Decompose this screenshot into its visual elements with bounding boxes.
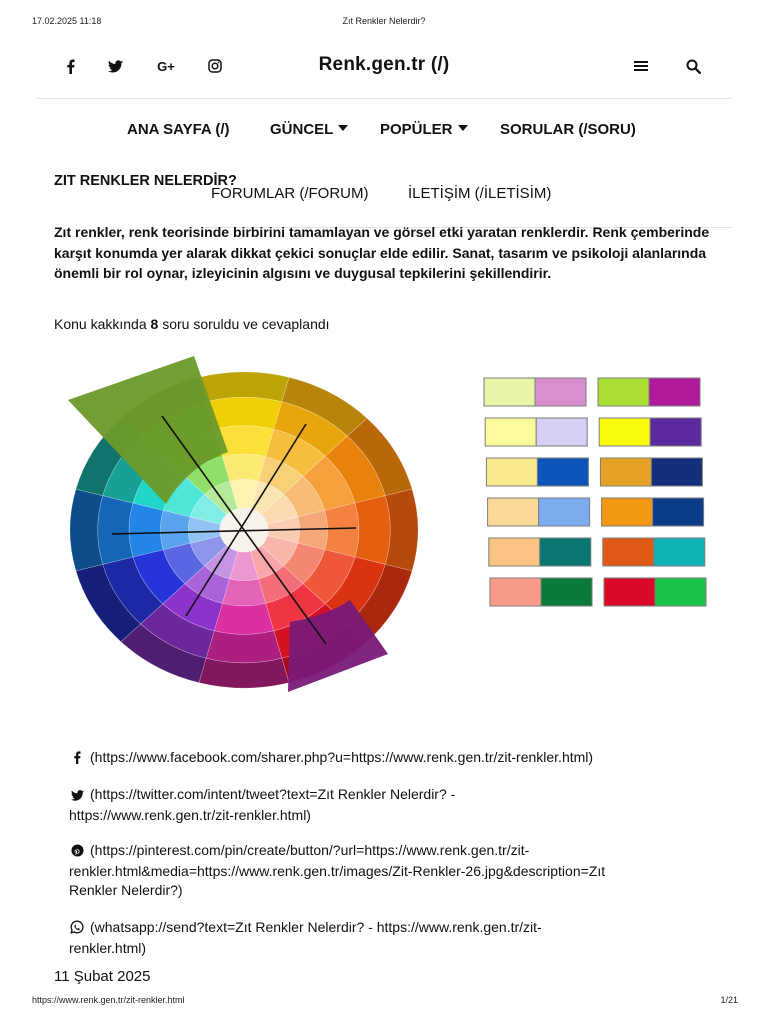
swatch-cell (599, 418, 650, 446)
hamburger-menu-icon[interactable] (629, 52, 653, 80)
swatch-cell (655, 578, 706, 606)
swatch-pair (604, 578, 706, 606)
nav-forums[interactable]: FORUMLAR (/FORUM) (211, 185, 369, 202)
swatch-cell (651, 458, 702, 486)
nav-home[interactable]: ANA SAYFA (/) (127, 121, 230, 138)
wheel-segment (160, 510, 190, 549)
share-pinterest-link-2[interactable]: renkler.html&media=https://www.renk.gen.tr/images/Zit-Renkler-26.jpg&description=Zıt (69, 863, 606, 879)
swatch-cell (490, 578, 541, 606)
nav-current-label: GÜNCEL (270, 121, 334, 138)
nav-current[interactable] (270, 121, 348, 138)
whatsapp-icon (68, 920, 86, 939)
header-divider (36, 98, 732, 99)
share-whatsapp-link-2[interactable]: renkler.html) (69, 940, 147, 956)
swatch-pair (484, 378, 586, 406)
print-doc-title: Zıt Renkler Nelerdir? (342, 16, 426, 26)
share-whatsapp-link-1[interactable]: (whatsapp://send?text=Zıt Renkler Nelerdir? - https://www.renk.gen.tr/zit- (90, 919, 542, 935)
swatch-cell (485, 418, 536, 446)
swatch-pair (598, 378, 700, 406)
pinterest-icon (68, 843, 86, 862)
swatch-cell (536, 418, 587, 446)
top-bar (0, 52, 768, 82)
swatch-cell (489, 538, 540, 566)
swatch-pair (488, 498, 590, 526)
color-wheel-image (58, 354, 428, 714)
swatch-cell (654, 538, 705, 566)
share-whatsapp[interactable] (54, 918, 714, 958)
share-pinterest-link-3[interactable]: Renkler Nelerdir?) (69, 882, 183, 898)
article-intro: Zıt renkler, renk teorisinde birbirini tamamlayan ve görsel etki yaratan renklerdir. Renk çemberinde karşıt konumda yer alarak dikkat çekici sonuçlar elde edilir. Sanat, tasarım ve psikoloji alanlarında önemli bir rol oynar, izleyicinin algısını ve duygusal tepkilerini şekillendirir. (54, 224, 710, 282)
swatch-pair (490, 578, 592, 606)
share-twitter[interactable] (54, 785, 714, 825)
chevron-down-icon (458, 125, 468, 131)
wheel-segment (222, 454, 265, 481)
share-twitter-link-1[interactable]: (https://twitter.com/intent/tweet?text=Zıt Renkler Nelerdir? - (90, 786, 456, 802)
wheel-segment (325, 503, 359, 557)
share-pinterest-link-1[interactable]: (https://pinterest.com/pin/create/button/?url=https://www.renk.gen.tr/zit- (90, 842, 530, 858)
swatch-pair (603, 538, 705, 566)
share-facebook[interactable] (54, 748, 714, 769)
site-brand-link[interactable]: Renk.gen.tr (/) (318, 54, 450, 75)
swatch-cell (539, 498, 590, 526)
print-page-number: 1/21 (720, 995, 738, 1005)
secondary-nav (0, 185, 768, 207)
facebook-icon (68, 750, 86, 769)
swatch-cell (598, 378, 649, 406)
swatch-cell (486, 458, 537, 486)
question-count-prefix: Konu kakkında (54, 316, 147, 332)
share-twitter-link-2[interactable]: https://www.renk.gen.tr/zit-renkler.html) (69, 807, 311, 823)
swatch-cell (600, 458, 651, 486)
question-count-line (54, 316, 330, 332)
nav-questions[interactable]: SORULAR (/SORU) (500, 121, 636, 138)
swatch-cell (488, 498, 539, 526)
nav-contact[interactable]: İLETİŞİM (/İLETİSİM) (408, 185, 552, 202)
print-footer-url: https://www.renk.gen.tr/zit-renkler.html (32, 995, 185, 1005)
share-facebook-link[interactable]: (https://www.facebook.com/sharer.php?u=https://www.renk.gen.tr/zit-renkler.html) (90, 749, 594, 765)
swatch-cell (649, 378, 700, 406)
swatch-pair (599, 418, 701, 446)
swatch-cell (537, 458, 588, 486)
swatch-pair (489, 538, 591, 566)
print-datetime: 17.02.2025 11:18 (32, 16, 102, 26)
swatch-pair (602, 498, 704, 526)
question-count: 8 (150, 316, 159, 332)
nav-popular[interactable] (380, 121, 468, 138)
wheel-segment (206, 631, 282, 663)
google-plus-icon[interactable]: G+ (157, 58, 175, 74)
search-icon[interactable] (681, 52, 705, 80)
wheel-segment (222, 579, 265, 606)
swatch-cell (604, 578, 655, 606)
page-title: ZIT RENKLER NELERDİR? (54, 173, 237, 189)
swatch-cell (653, 498, 704, 526)
twitter-icon (68, 787, 86, 806)
wheel-segment (98, 496, 133, 565)
swatch-cell (602, 498, 653, 526)
swatch-pair (485, 418, 587, 446)
share-pinterest[interactable] (54, 841, 714, 900)
chevron-down-icon (338, 125, 348, 131)
swatch-cell (650, 418, 701, 446)
nav-popular-label: POPÜLER (380, 121, 453, 138)
swatch-cell (540, 538, 591, 566)
wheel-segment (214, 603, 273, 634)
swatch-pair (486, 458, 588, 486)
swatch-cell (535, 378, 586, 406)
article-date: 11 Şubat 2025 (54, 968, 151, 985)
complementary-swatches-image (478, 374, 708, 614)
question-count-suffix: soru soruldu ve cevaplandı (162, 316, 330, 332)
main-nav (0, 121, 768, 143)
swatch-cell (484, 378, 535, 406)
wheel-segment (355, 496, 390, 565)
swatch-cell (541, 578, 592, 606)
swatch-pair (600, 458, 702, 486)
swatch-cell (603, 538, 654, 566)
wheel-segment (129, 503, 163, 557)
